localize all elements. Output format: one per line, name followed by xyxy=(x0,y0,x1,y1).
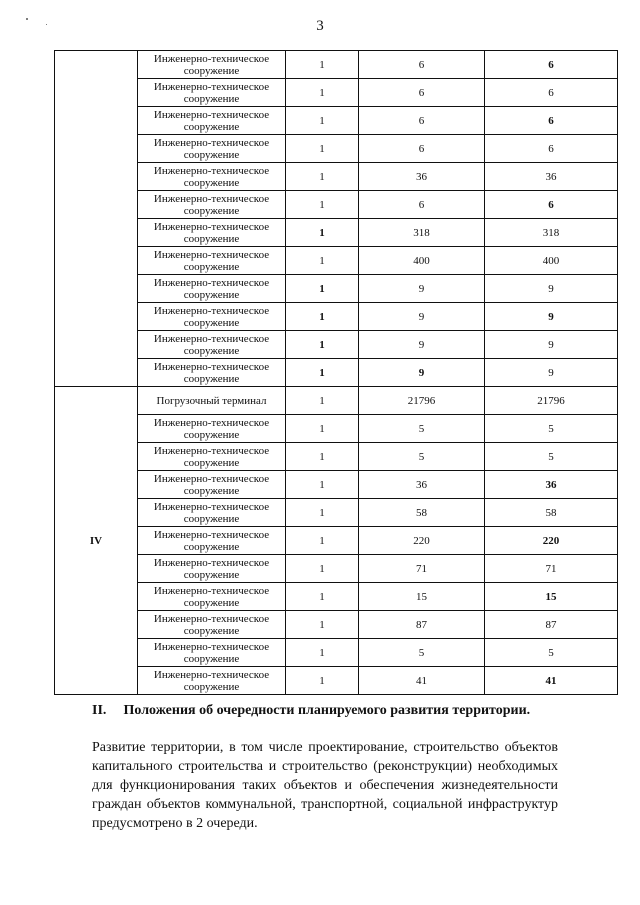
count-cell: 1 xyxy=(286,79,359,107)
total-cell: 220 xyxy=(485,527,618,555)
value-cell: 220 xyxy=(359,527,485,555)
region-cell: IV xyxy=(55,387,138,695)
value-cell: 400 xyxy=(359,247,485,275)
table-row xyxy=(55,527,618,555)
object-name-cell: Инженерно-техническое сооружение xyxy=(138,191,286,219)
total-cell: 5 xyxy=(485,639,618,667)
table-row xyxy=(55,667,618,695)
object-name-cell: Инженерно-техническое сооружение xyxy=(138,583,286,611)
table-row xyxy=(55,555,618,583)
page-number: 3 xyxy=(316,18,324,34)
value-cell: 58 xyxy=(359,499,485,527)
table-row xyxy=(55,415,618,443)
value-cell: 6 xyxy=(359,191,485,219)
table-row xyxy=(55,163,618,191)
total-cell: 36 xyxy=(485,471,618,499)
table-row xyxy=(55,499,618,527)
object-name-cell: Инженерно-техническое сооружение xyxy=(138,471,286,499)
value-cell: 21796 xyxy=(359,387,485,415)
total-cell: 87 xyxy=(485,611,618,639)
total-cell: 5 xyxy=(485,415,618,443)
object-name-cell: Инженерно-техническое сооружение xyxy=(138,51,286,79)
value-cell: 6 xyxy=(359,107,485,135)
table-row xyxy=(55,303,618,331)
value-cell: 36 xyxy=(359,163,485,191)
count-cell: 1 xyxy=(286,107,359,135)
object-name-cell: Инженерно-техническое сооружение xyxy=(138,415,286,443)
table-row xyxy=(55,275,618,303)
object-name-cell: Инженерно-техническое сооружение xyxy=(138,555,286,583)
count-cell: 1 xyxy=(286,555,359,583)
section-paragraph: Развитие территории, в том числе проектирование, строительство объектов капитального строительства и строительство (реконструкции) необходимых для функционирования таких объектов и обеспечения жизнедеятельности граждан объектов коммунальной, транспортной, социальной инфраструктур предусмотрено в 2 очереди. xyxy=(92,740,558,831)
value-cell: 9 xyxy=(359,275,485,303)
count-cell: 1 xyxy=(286,219,359,247)
table-row xyxy=(55,359,618,387)
table-row xyxy=(55,79,618,107)
total-cell: 9 xyxy=(485,303,618,331)
value-cell: 71 xyxy=(359,555,485,583)
table-row xyxy=(55,387,618,415)
total-cell: 15 xyxy=(485,583,618,611)
total-cell: 9 xyxy=(485,331,618,359)
total-cell: 6 xyxy=(485,135,618,163)
value-cell: 36 xyxy=(359,471,485,499)
total-cell: 6 xyxy=(485,79,618,107)
total-cell: 6 xyxy=(485,107,618,135)
total-cell: 5 xyxy=(485,443,618,471)
count-cell: 1 xyxy=(286,415,359,443)
total-cell: 41 xyxy=(485,667,618,695)
count-cell: 1 xyxy=(286,527,359,555)
total-cell: 400 xyxy=(485,247,618,275)
object-name-cell: Инженерно-техническое сооружение xyxy=(138,359,286,387)
table-row xyxy=(55,331,618,359)
object-name-cell: Инженерно-техническое сооружение xyxy=(138,79,286,107)
count-cell: 1 xyxy=(286,583,359,611)
total-cell: 6 xyxy=(485,191,618,219)
count-cell: 1 xyxy=(286,135,359,163)
value-cell: 5 xyxy=(359,639,485,667)
table-row xyxy=(55,639,618,667)
total-cell: 36 xyxy=(485,163,618,191)
total-cell: 318 xyxy=(485,219,618,247)
total-cell: 58 xyxy=(485,499,618,527)
table-row xyxy=(55,583,618,611)
object-name-cell: Инженерно-техническое сооружение xyxy=(138,303,286,331)
object-name-cell: Инженерно-техническое сооружение xyxy=(138,527,286,555)
total-cell: 6 xyxy=(485,51,618,79)
total-cell: 9 xyxy=(485,275,618,303)
value-cell: 9 xyxy=(359,331,485,359)
count-cell: 1 xyxy=(286,611,359,639)
object-name-cell: Инженерно-техническое сооружение xyxy=(138,443,286,471)
count-cell: 1 xyxy=(286,471,359,499)
table-row xyxy=(55,611,618,639)
value-cell: 5 xyxy=(359,415,485,443)
object-name-cell: Инженерно-техническое сооружение xyxy=(138,331,286,359)
objects-table xyxy=(54,50,618,695)
count-cell: 1 xyxy=(286,359,359,387)
region-cell-empty xyxy=(55,51,138,387)
value-cell: 5 xyxy=(359,443,485,471)
table-row xyxy=(55,107,618,135)
table-row xyxy=(55,471,618,499)
table-row xyxy=(55,51,618,79)
value-cell: 15 xyxy=(359,583,485,611)
table-row xyxy=(55,135,618,163)
value-cell: 41 xyxy=(359,667,485,695)
value-cell: 9 xyxy=(359,359,485,387)
object-name-cell: Инженерно-техническое сооружение xyxy=(138,639,286,667)
object-name-cell: Инженерно-техническое сооружение xyxy=(138,107,286,135)
section-heading xyxy=(92,703,530,719)
object-name-cell: Инженерно-техническое сооружение xyxy=(138,163,286,191)
object-name-cell: Инженерно-техническое сооружение xyxy=(138,611,286,639)
total-cell: 9 xyxy=(485,359,618,387)
count-cell: 1 xyxy=(286,387,359,415)
table-row xyxy=(55,247,618,275)
object-name-cell: Инженерно-техническое сооружение xyxy=(138,219,286,247)
table-row xyxy=(55,443,618,471)
count-cell: 1 xyxy=(286,275,359,303)
section-title: Положения об очередности планируемого развития территории. xyxy=(123,703,531,718)
section-number: II. xyxy=(92,703,107,718)
value-cell: 318 xyxy=(359,219,485,247)
count-cell: 1 xyxy=(286,667,359,695)
object-name-cell: Инженерно-техническое сооружение xyxy=(138,667,286,695)
total-cell: 21796 xyxy=(485,387,618,415)
value-cell: 6 xyxy=(359,51,485,79)
count-cell: 1 xyxy=(286,51,359,79)
object-name-cell: Инженерно-техническое сооружение xyxy=(138,247,286,275)
value-cell: 6 xyxy=(359,135,485,163)
value-cell: 9 xyxy=(359,303,485,331)
object-name-cell: Инженерно-техническое сооружение xyxy=(138,499,286,527)
table-row xyxy=(55,191,618,219)
count-cell: 1 xyxy=(286,163,359,191)
object-name-cell: Инженерно-техническое сооружение xyxy=(138,135,286,163)
object-name-cell: Инженерно-техническое сооружение xyxy=(138,275,286,303)
count-cell: 1 xyxy=(286,331,359,359)
count-cell: 1 xyxy=(286,443,359,471)
count-cell: 1 xyxy=(286,303,359,331)
value-cell: 6 xyxy=(359,79,485,107)
count-cell: 1 xyxy=(286,191,359,219)
count-cell: 1 xyxy=(286,499,359,527)
object-name-cell: Погрузочный терминал xyxy=(138,387,286,415)
count-cell: 1 xyxy=(286,247,359,275)
count-cell: 1 xyxy=(286,639,359,667)
table-row xyxy=(55,219,618,247)
total-cell: 71 xyxy=(485,555,618,583)
value-cell: 87 xyxy=(359,611,485,639)
